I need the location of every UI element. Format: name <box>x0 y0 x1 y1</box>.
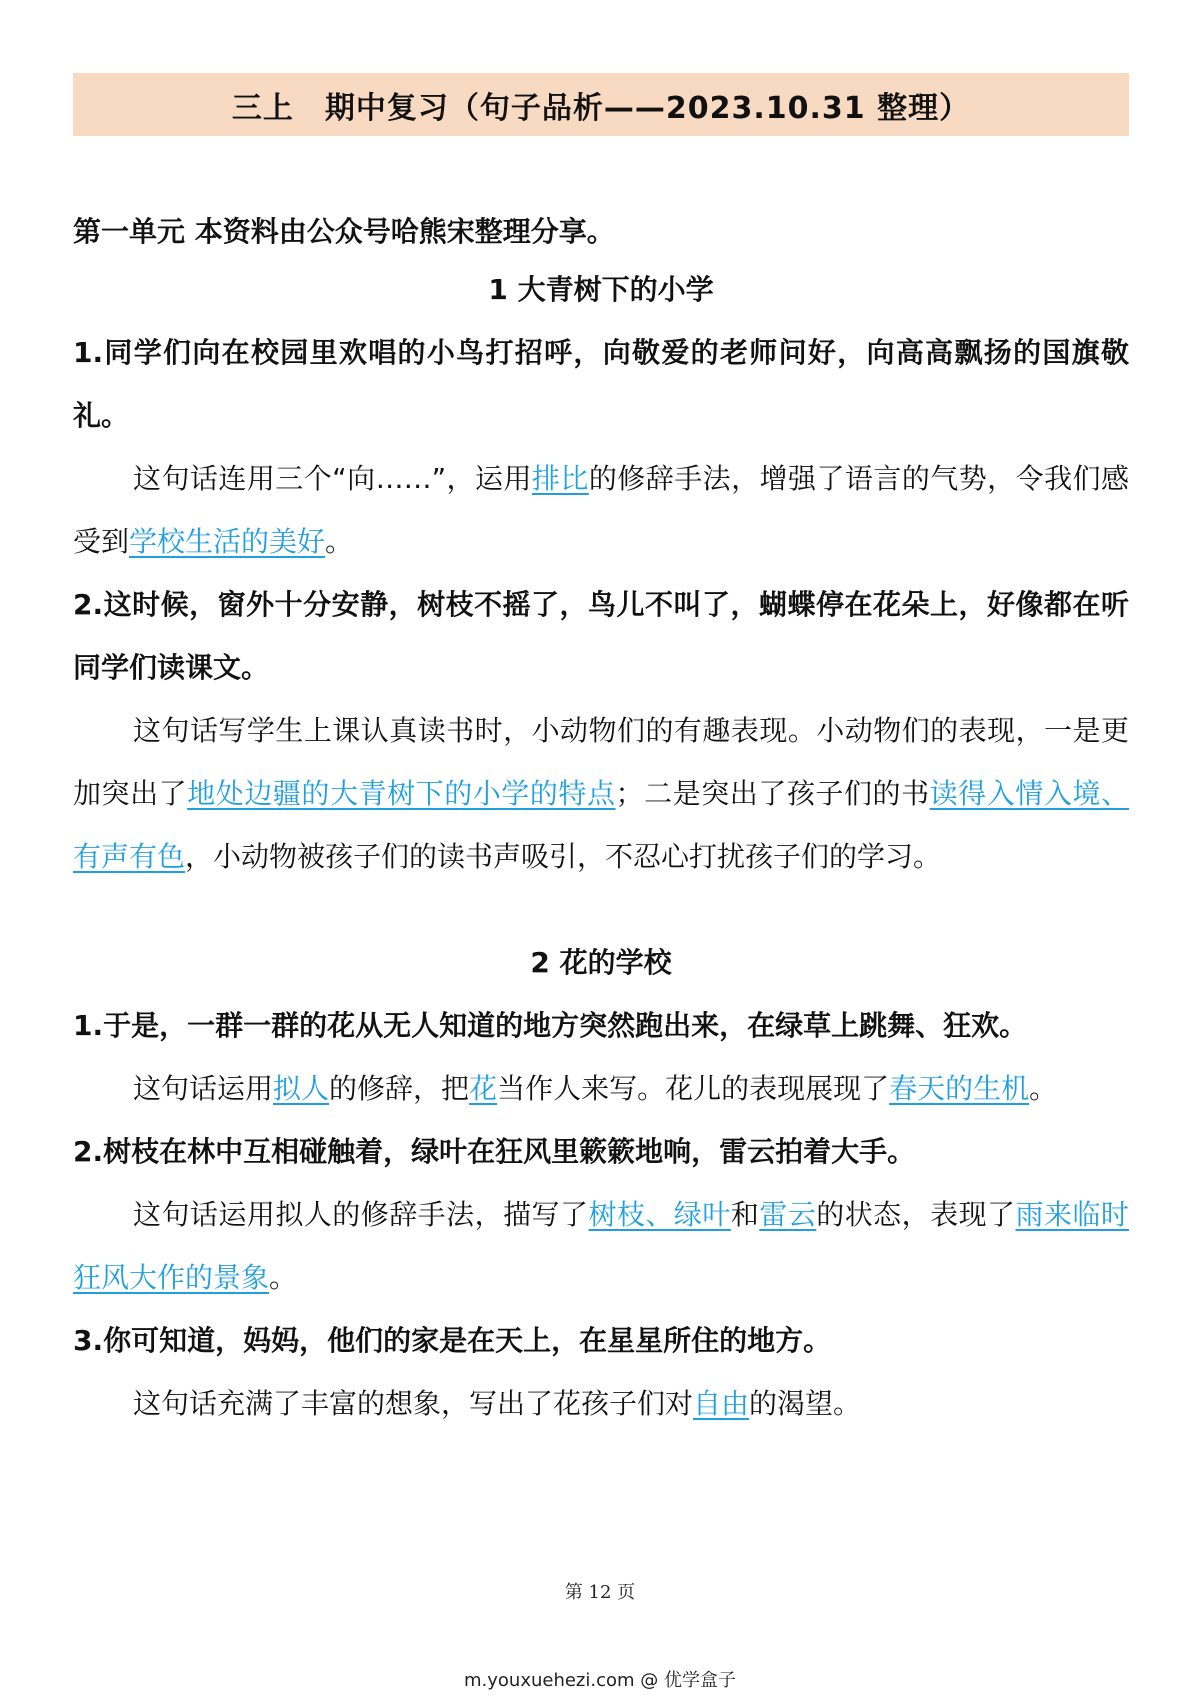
analysis-text: 的修辞手法，增强了语言的气势，令我们感受到 <box>73 462 1129 558</box>
answer-highlight: 花 <box>469 1072 498 1105</box>
analysis-text: 的渴望。 <box>749 1387 862 1420</box>
sentence-question: 2.这时候，窗外十分安静，树枝不摇了，鸟儿不叫了，蝴蝶停在花朵上，好像都在听同学们读课文。 <box>73 588 1129 684</box>
answer-highlight: 自由 <box>693 1387 750 1420</box>
analysis-text: 这句话充满了丰富的想象，写出了花孩子们对 <box>133 1387 694 1420</box>
answer-highlight: 拟人 <box>273 1072 330 1105</box>
analysis-text: 的状态，表现了 <box>816 1198 1016 1231</box>
document-body <box>73 205 1129 1435</box>
analysis-text: 的修辞，把 <box>329 1072 470 1105</box>
page-title: 三上 期中复习（句子品析——2023.10.31 整理） <box>231 90 971 126</box>
lesson-title: 2 花的学校 <box>530 946 672 979</box>
answer-highlight: 读得入情入境、有声有色 <box>73 777 1129 873</box>
answer-highlight: 绿叶 <box>673 1198 731 1231</box>
answer-highlight: 地处边疆的大青树下的小学的特点 <box>187 777 616 810</box>
sentence-question: 1.同学们向在校园里欢唱的小鸟打招呼，向敬爱的老师问好，向高高飘扬的国旗敬礼。 <box>73 336 1129 432</box>
analysis-text: 和 <box>730 1198 760 1231</box>
answer-highlight: 雷云 <box>759 1198 817 1231</box>
analysis-text: 这句话连用三个“向……”，运用 <box>133 462 532 495</box>
analysis-text: 这句话运用拟人的修辞手法，描写了 <box>133 1198 589 1231</box>
analysis-text: 。 <box>269 1261 298 1294</box>
lesson-title: 1 大青树下的小学 <box>488 273 714 306</box>
analysis-text: 这句话写学生上课认真读书时，小动物们的有趣表现。小动物们的表现，一是更加突出了 <box>73 714 1129 810</box>
sentence-analysis <box>73 1183 1129 1309</box>
analysis-text: ；二是突出了孩子们的书 <box>615 777 930 810</box>
sentence-analysis <box>73 699 1129 888</box>
analysis-text: 当作人来写。花儿的表现展现了 <box>497 1072 890 1105</box>
answer-highlight: 学校生活的美好 <box>129 525 326 558</box>
sentence-analysis <box>73 1372 1129 1435</box>
sentence-question: 1.于是，一群一群的花从无人知道的地方突然跑出来，在绿草上跳舞、狂欢。 <box>73 1009 1028 1042</box>
analysis-text: 这句话运用 <box>133 1072 274 1105</box>
footer-watermark: m.youxuehezi.com @ 优学盒子 <box>463 1670 736 1691</box>
unit-heading: 第一单元 本资料由公众号哈熊宋整理分享。 <box>73 215 615 248</box>
sentence-analysis <box>73 447 1129 573</box>
sentence-question: 2.树枝在林中互相碰触着，绿叶在狂风里簌簌地响，雷云拍着大手。 <box>73 1135 916 1168</box>
answer-highlight: 排比 <box>531 462 589 495</box>
analysis-text: 。 <box>325 525 354 558</box>
page-title-banner <box>73 73 1129 136</box>
page-number: 第 12 页 <box>564 1582 636 1603</box>
sentence-analysis <box>73 1057 1129 1120</box>
analysis-text: 。 <box>1029 1072 1058 1105</box>
answer-highlight: 雨来临时狂风大作的景象 <box>73 1198 1129 1294</box>
answer-highlight: 树枝 <box>588 1198 646 1231</box>
analysis-text: ，小动物被孩子们的读书声吸引，不忍心打扰孩子们的学习。 <box>185 840 942 873</box>
answer-highlight: 春天的生机 <box>889 1072 1030 1105</box>
answer-highlight: 、 <box>645 1198 674 1231</box>
sentence-question: 3.你可知道，妈妈，他们的家是在天上，在星星所住的地方。 <box>73 1324 832 1357</box>
